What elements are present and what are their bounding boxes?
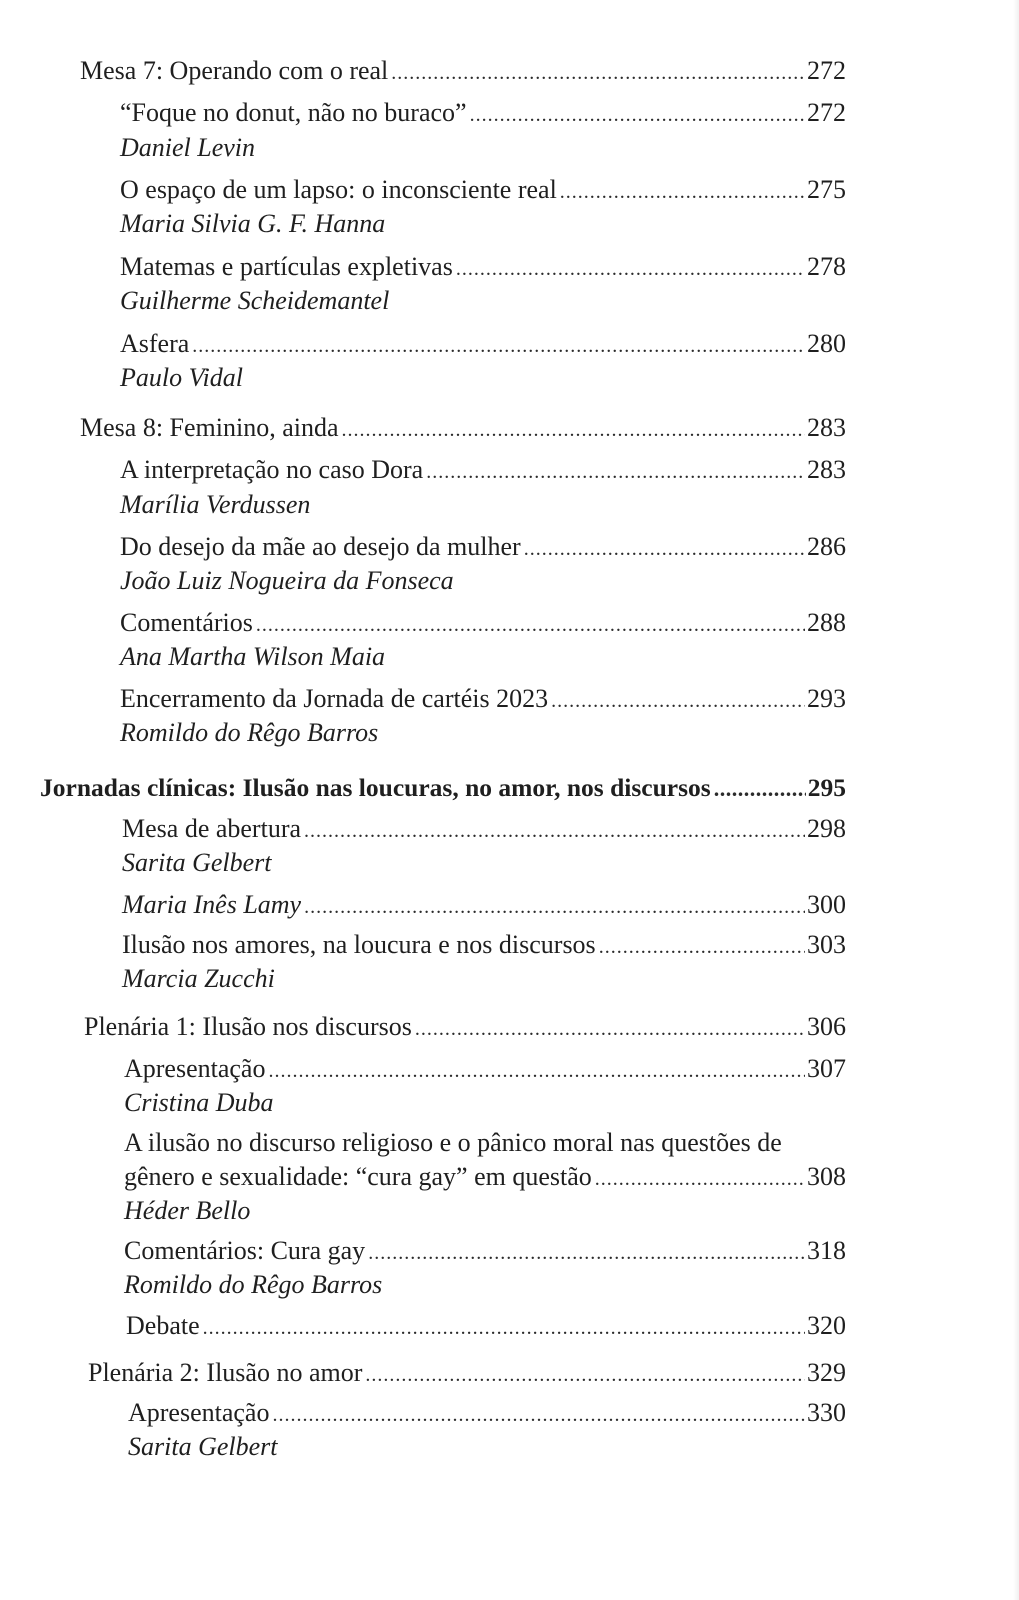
- page-number: 286: [807, 532, 846, 561]
- toc-entry[interactable]: [122, 812, 846, 846]
- toc-heading-mesa-7[interactable]: [80, 54, 846, 88]
- page-number: 300: [807, 890, 846, 919]
- page-number: 280: [807, 329, 846, 358]
- toc-entry[interactable]: [120, 682, 846, 716]
- dot-leader: [470, 98, 805, 132]
- entry-title: Plenária 1: Ilusão nos discursos: [84, 1012, 412, 1041]
- page-number: 283: [807, 413, 846, 442]
- toc-entry[interactable]: [124, 1234, 846, 1268]
- entry-author: Ana Martha Wilson Maia: [120, 642, 386, 671]
- page-number: 288: [807, 608, 846, 637]
- entry-title: Mesa 7: Operando com o real: [80, 56, 389, 85]
- entry-title: O espaço de um lapso: o inconsciente real: [120, 175, 557, 204]
- toc-heading-jornadas-clinicas[interactable]: [40, 771, 846, 805]
- toc-entry[interactable]: [120, 250, 846, 284]
- dot-leader: [415, 1012, 805, 1046]
- page-number: 293: [807, 684, 846, 713]
- entry-author: Cristina Duba: [124, 1088, 274, 1117]
- entry-title: Debate: [126, 1311, 200, 1340]
- toc-entry[interactable]: [120, 327, 846, 361]
- entry-author: Daniel Levin: [120, 133, 256, 162]
- page-number: 308: [807, 1162, 846, 1191]
- page-number: 303: [807, 930, 846, 959]
- entry-author: Sarita Gelbert: [122, 848, 272, 877]
- toc-entry[interactable]: [126, 1309, 846, 1343]
- toc-entry[interactable]: [120, 530, 846, 564]
- entry-title: Ilusão nos amores, na loucura e nos discursos: [122, 930, 596, 959]
- page-number: 330: [807, 1398, 846, 1427]
- dot-leader: [304, 890, 805, 924]
- entry-author: Héder Bello: [124, 1196, 251, 1225]
- entry-title: Plenária 2: Ilusão no amor: [88, 1358, 363, 1387]
- page-number: 318: [807, 1236, 846, 1265]
- dot-leader: [256, 608, 805, 642]
- entry-title: Apresentação: [124, 1054, 266, 1083]
- dot-leader: [595, 1162, 805, 1196]
- toc-entry[interactable]: [124, 1052, 846, 1086]
- dot-leader: [426, 455, 805, 489]
- dot-leader: [560, 175, 805, 209]
- entry-title: Comentários: Cura gay: [124, 1236, 366, 1265]
- page-edge: [1013, 0, 1019, 1600]
- dot-leader: [551, 684, 805, 718]
- dot-leader: [192, 329, 805, 363]
- toc-heading-plenaria-1[interactable]: [84, 1010, 846, 1044]
- toc-entry[interactable]: [122, 928, 846, 962]
- entry-author: Guilherme Scheidemantel: [120, 286, 390, 315]
- page-number: 275: [807, 175, 846, 204]
- page-number: 272: [807, 56, 846, 85]
- entry-title: Apresentação: [128, 1398, 270, 1427]
- page-number: 272: [807, 98, 846, 127]
- toc-entry[interactable]: [120, 96, 846, 130]
- dot-leader: [524, 532, 805, 566]
- dot-leader: [342, 413, 805, 447]
- entry-title: Maria Inês Lamy: [122, 890, 302, 919]
- dot-leader: [304, 814, 805, 848]
- entry-title: Matemas e partículas expletivas: [120, 252, 453, 281]
- entry-title: Encerramento da Jornada de cartéis 2023: [120, 684, 549, 713]
- dot-leader: [365, 1358, 805, 1392]
- dot-leader: [391, 56, 805, 90]
- dot-leader: [203, 1311, 805, 1345]
- entry-author: João Luiz Nogueira da Fonseca: [120, 566, 454, 595]
- page-number: 307: [807, 1054, 846, 1083]
- entry-title: Jornadas clínicas: Ilusão nas loucuras, no amor, nos discursos: [40, 773, 711, 802]
- entry-title: A interpretação no caso Dora: [120, 455, 424, 484]
- page-number: 278: [807, 252, 846, 281]
- dot-leader: [599, 930, 805, 964]
- dot-leader: [714, 772, 806, 806]
- toc-entry[interactable]: [120, 453, 846, 487]
- page-number: 298: [807, 814, 846, 843]
- dot-leader: [456, 252, 805, 286]
- entry-title-line-2: gênero e sexualidade: “cura gay” em questão: [124, 1162, 592, 1191]
- entry-author: Maria Silvia G. F. Hanna: [120, 209, 386, 238]
- toc-entry[interactable]: [120, 173, 846, 207]
- page-number: 295: [807, 773, 846, 802]
- toc-heading-plenaria-2[interactable]: [88, 1356, 846, 1390]
- dot-leader: [368, 1236, 805, 1270]
- entry-author: Marcia Zucchi: [122, 964, 275, 993]
- toc-heading-mesa-8[interactable]: [80, 411, 846, 445]
- entry-author: Romildo do Rêgo Barros: [124, 1270, 383, 1299]
- entry-author: Paulo Vidal: [120, 363, 244, 392]
- entry-author: Marília Verdussen: [120, 490, 311, 519]
- entry-title: Mesa 8: Feminino, ainda: [80, 413, 339, 442]
- page-number: 306: [807, 1012, 846, 1041]
- toc-entry[interactable]: [122, 888, 846, 922]
- entry-author: Sarita Gelbert: [128, 1432, 278, 1461]
- toc-entry[interactable]: [124, 1160, 846, 1194]
- page-number: 320: [807, 1311, 846, 1340]
- page-number: 283: [807, 455, 846, 484]
- entry-title: “Foque no donut, não no buraco”: [120, 98, 467, 127]
- toc-entry[interactable]: [120, 606, 846, 640]
- entry-author: Romildo do Rêgo Barros: [120, 718, 379, 747]
- toc-entry[interactable]: [128, 1396, 846, 1430]
- entry-title: Comentários: [120, 608, 253, 637]
- entry-title: Mesa de abertura: [122, 814, 302, 843]
- page-number: 329: [807, 1358, 846, 1387]
- entry-title-line-1[interactable]: A ilusão no discurso religioso e o pânico moral nas questões de: [124, 1128, 782, 1157]
- entry-title: Asfera: [120, 329, 190, 358]
- dot-leader: [272, 1398, 805, 1432]
- entry-title: Do desejo da mãe ao desejo da mulher: [120, 532, 521, 561]
- dot-leader: [268, 1054, 805, 1088]
